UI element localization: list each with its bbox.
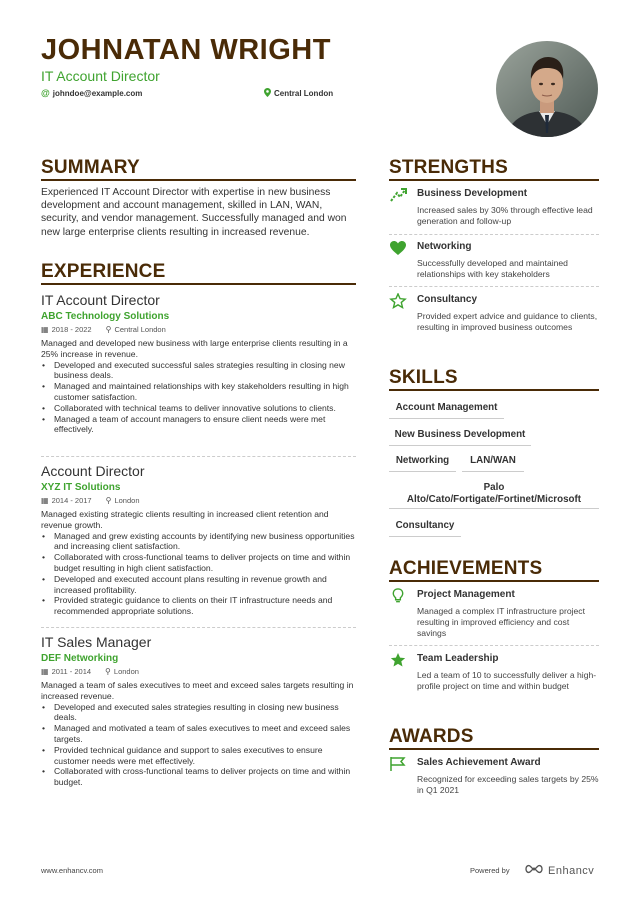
awards-divider	[389, 748, 599, 750]
location-text: Central London	[274, 89, 334, 98]
calendar-icon: ▦	[41, 325, 49, 334]
award-description: Recognized for exceeding sales targets by 25% in Q1 2021	[417, 774, 599, 795]
bullet-item: • Managed and maintained relationships with key stakeholders resulting in high customer satisfaction.	[41, 381, 356, 403]
skill-tag-line: Alto/Cato/Fortigate/Fortinet/Microsoft	[406, 494, 582, 505]
skill-divider	[389, 508, 599, 509]
trend-arrow-icon	[389, 187, 409, 203]
achievement-item	[389, 652, 599, 706]
company-name: ABC Technology Solutions	[41, 311, 170, 322]
skills-divider	[389, 389, 599, 391]
skill-tag-multiline	[389, 482, 599, 506]
experience-entry	[41, 634, 356, 788]
strength-item	[389, 293, 599, 347]
skill-tag: Consultancy	[389, 520, 461, 537]
experience-entry	[41, 292, 356, 435]
email-text: johndoe@example.com	[52, 88, 143, 98]
location-pin-icon: ⚲	[105, 667, 111, 676]
bullet-item: • Provided technical guidance and support to sales executives to ensure customer needs were met effectively.	[41, 745, 356, 767]
skill-tag: Account Management	[389, 402, 504, 419]
achievement-title: Project Management	[417, 589, 515, 600]
brand-logo[interactable]	[524, 862, 594, 880]
achievement-list	[41, 531, 356, 617]
date-range: 2011 - 2014	[51, 667, 92, 676]
role-title: Account Director	[41, 463, 145, 479]
role-title: IT Sales Manager	[41, 634, 152, 650]
summary-text: Experienced IT Account Director with expertise in new business development and account management, skilled in LAN, WAN, security, and vendor management. Successfully managed and won new large enterprise clients resulting in increased revenue.	[41, 187, 347, 238]
at-icon: @	[41, 88, 50, 98]
bullet-item: • Collaborated with cross-functional teams to deliver projects on time and within budget.	[41, 766, 356, 788]
email-contact[interactable]	[41, 88, 142, 98]
role-description: Managed a team of sales executives to meet and exceed sales targets resulting in increased revenue.	[41, 680, 354, 701]
strength-title: Consultancy	[417, 294, 478, 305]
profile-photo	[496, 41, 598, 137]
achievements-heading: ACHIEVEMENTS	[389, 558, 543, 579]
star-outline-icon	[389, 293, 409, 309]
date-range: 2014 - 2017	[51, 496, 92, 505]
bullet-item: • Developed and executed sales strategies resulting in closing new business deals.	[41, 702, 356, 724]
location-pin-icon: ⚲	[105, 325, 112, 334]
entry-divider	[389, 286, 599, 287]
entry-divider	[41, 456, 356, 457]
website-link[interactable]: www.enhancv.com	[41, 866, 103, 875]
skill-tag: LAN/WAN	[462, 455, 524, 472]
heart-icon	[389, 240, 409, 256]
achievements-divider	[389, 580, 599, 582]
award-title: Sales Achievement Award	[417, 757, 541, 768]
company-name: DEF Networking	[41, 653, 119, 664]
date-range: 2018 - 2022	[51, 325, 92, 334]
role-description: Managed existing strategic clients resulting in increased client retention and revenue growth.	[41, 509, 329, 530]
candidate-name: JOHNATAN WRIGHT	[41, 34, 331, 66]
strengths-divider	[389, 179, 599, 181]
experience-heading: EXPERIENCE	[41, 261, 166, 282]
bullet-item: • Collaborated with technical teams to deliver innovative solutions to clients.	[41, 403, 356, 414]
award-item	[389, 756, 599, 800]
skill-tag: Networking	[389, 455, 456, 472]
role-title: IT Account Director	[41, 292, 160, 308]
achievement-item	[389, 588, 599, 642]
bullet-item: • Managed and grew existing accounts by identifying new business opportunities and increasing client satisfaction.	[41, 531, 356, 553]
summary-divider	[41, 179, 356, 181]
job-location: London	[114, 496, 140, 505]
location-pin-icon	[264, 88, 271, 99]
flag-icon	[389, 756, 409, 772]
experience-entry	[41, 463, 356, 617]
strength-description: Successfully developed and maintained relationships with key stakeholders	[417, 258, 568, 279]
strength-description: Provided expert advice and guidance to clients, resulting in improved business outcomes	[417, 311, 598, 332]
powered-by-label: Powered by	[470, 866, 510, 875]
bullet-item: • Developed and executed account plans resulting in revenue growth and increased profitability.	[41, 574, 356, 596]
bullet-item: • Collaborated with cross-functional teams to deliver projects on time and within budget resulting in high client satisfaction.	[41, 552, 356, 574]
location-contact	[264, 88, 333, 99]
calendar-icon: ▦	[41, 496, 49, 505]
location-pin-icon: ⚲	[105, 496, 112, 505]
bullet-item: • Managed and motivated a team of sales executives to meet and exceed sales targets.	[41, 723, 356, 745]
job-location: London	[113, 667, 139, 676]
achievement-description: Managed a complex IT infrastructure project resulting in improved efficiency and cost savings	[417, 606, 585, 638]
bullet-item: • Developed and executed successful sales strategies resulting in closing new business deals.	[41, 360, 356, 382]
calendar-icon: ▦	[41, 667, 49, 676]
job-title: IT Account Director	[41, 68, 160, 84]
achievement-list	[41, 702, 356, 788]
enhancv-logo-icon	[524, 862, 544, 880]
strength-item	[389, 240, 599, 282]
entry-divider	[41, 627, 356, 628]
brand-name: Enhancv	[548, 865, 595, 877]
skills-heading: SKILLS	[389, 367, 458, 388]
summary-heading: SUMMARY	[41, 157, 140, 178]
skill-tag-line: Palo	[483, 482, 505, 493]
achievement-list	[41, 360, 356, 436]
strengths-heading: STRENGTHS	[389, 157, 508, 178]
skill-tag: New Business Development	[389, 429, 531, 446]
strength-title: Networking	[417, 241, 472, 252]
achievement-title: Team Leadership	[417, 653, 499, 664]
entry-divider	[389, 645, 599, 646]
awards-heading: AWARDS	[389, 726, 474, 747]
achievement-description: Led a team of 10 to successfully deliver a high-profile project on time and within budget	[417, 670, 597, 691]
company-name: XYZ IT Solutions	[41, 482, 121, 493]
bullet-item: • Managed a team of account managers to ensure client needs were met effectively.	[41, 414, 356, 436]
strength-item	[389, 187, 599, 229]
lightbulb-icon	[389, 588, 409, 604]
star-icon	[389, 652, 409, 668]
entry-divider	[389, 234, 599, 235]
strength-title: Business Development	[417, 188, 528, 199]
experience-divider	[41, 283, 356, 285]
job-location: Central London	[114, 325, 166, 334]
strength-description: Increased sales by 30% through effective lead generation and follow-up	[417, 205, 593, 226]
role-description: Managed and developed new business with large enterprise clients resulting in a 25% increase in revenue.	[41, 338, 348, 359]
bullet-item: • Provided strategic guidance to clients on their IT infrastructure needs and recommended appropriate solutions.	[41, 595, 356, 617]
